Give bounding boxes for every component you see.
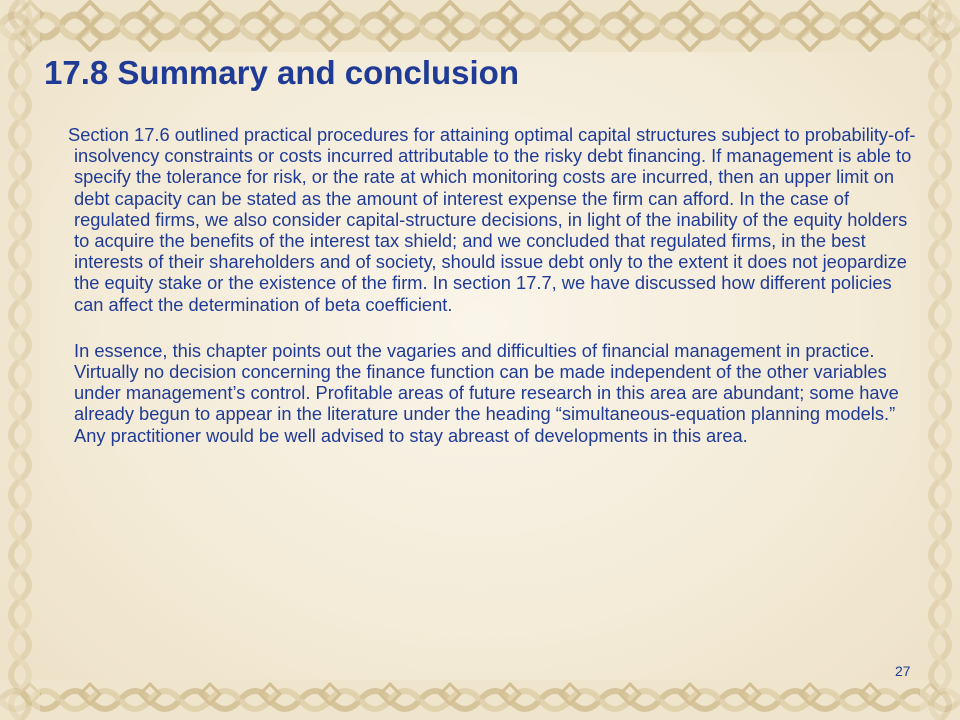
decorative-knot-border-right — [920, 0, 960, 720]
slide-body — [68, 124, 924, 446]
paragraph-conclusion: In essence, this chapter points out the vagaries and difficulties of financial management in practice. Virtually no decision concerning the finance function can be made independent of the other variables under management’s control. Profitable areas of future research in this area are abundant; some have already begun to appear in the literature under the heading “simultaneous-equation planning models.” Any practitioner would be well advised to stay abreast of developments in this area. — [74, 339, 899, 446]
slide-title: 17.8 Summary and conclusion — [44, 54, 519, 91]
page-number: 27 — [895, 663, 911, 679]
decorative-knot-border-top — [0, 0, 960, 52]
decorative-knot-border-bottom — [0, 680, 960, 720]
paragraph-summary: Section 17.6 outlined practical procedures for attaining optimal capital structures subject to probability-of-insolvency constraints or costs incurred attributable to the risky debt financing. If management is able to specify the tolerance for risk, or the rate at which monitoring costs are incurred, then an upper limit on debt capacity can be stated as the amount of interest expense the firm can afford. In the case of regulated firms, we also consider capital-structure decisions, in light of the inability of the equity holders to acquire the benefits of the interest tax shield; and we concluded that regulated firms, in the best interests of their shareholders and of society, should issue debt only to the extent it does not jeopardize the equity stake or the existence of the firm. In section 17.7, we have discussed how different policies can affect the determination of beta coefficient. — [68, 124, 916, 315]
decorative-knot-border-left — [0, 0, 40, 720]
